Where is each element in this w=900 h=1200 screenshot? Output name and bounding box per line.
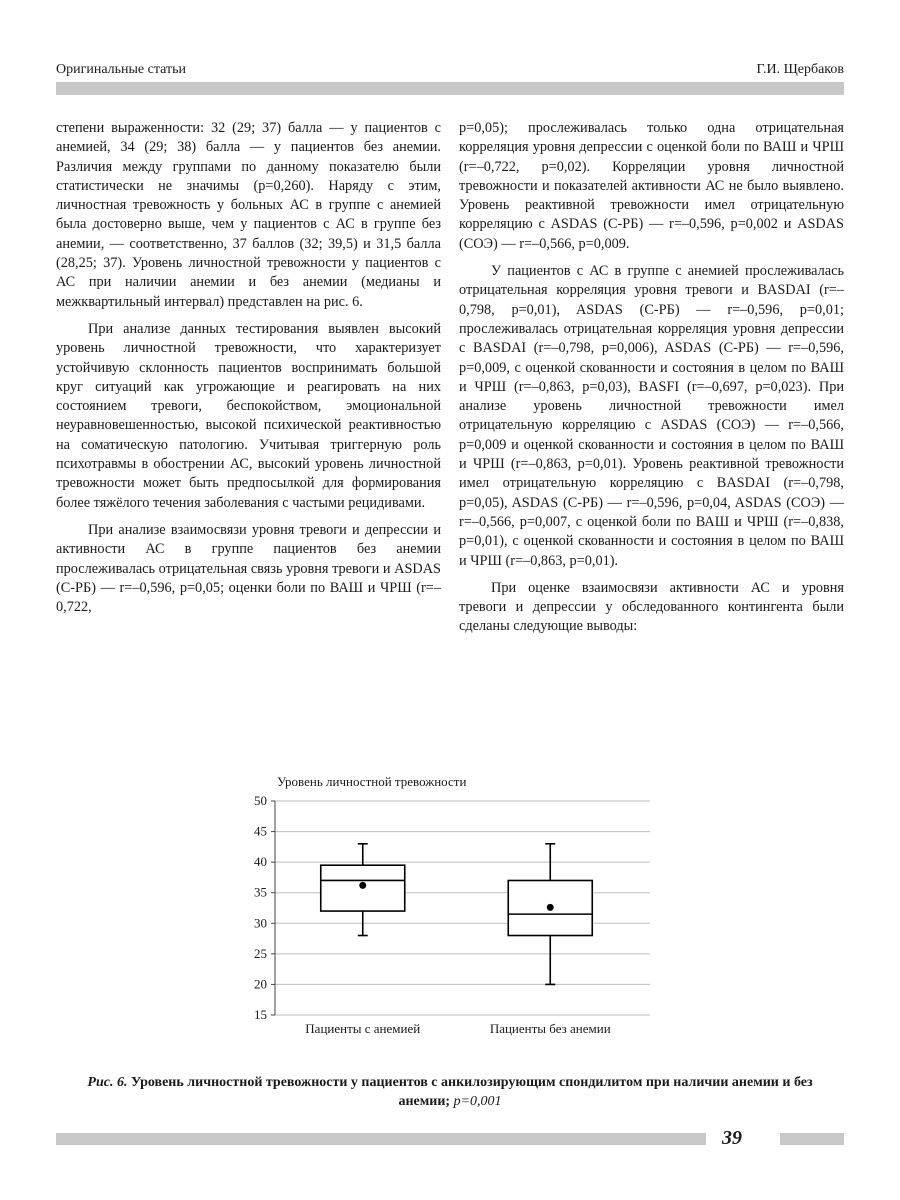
y-tick-label: 30: [254, 915, 267, 931]
y-tick-label: 20: [254, 976, 267, 992]
paragraph: p=0,05); прослеживалась только одна отрицательная корреляция уровня депрессии с оценкой боли по ВАШ и ЧРШ (r=–0,722, p=0,02). Корреляции уровня личностной тревожности и показателей активности АС не было выявлено. Уровень реактивной тревожности имел отрицательную корреляцию с ASDAS (С-РБ) — r=–0,596, p=0,002 и ASDAS (СОЭ) — r=–0,566, p=0,009.: [459, 120, 844, 252]
page-number: 39: [722, 1127, 742, 1149]
header-bar: [56, 82, 844, 95]
x-category-label: Пациенты без анемии: [489, 1021, 611, 1036]
footer-bar-right: [780, 1133, 844, 1145]
text-column-right: [459, 119, 844, 645]
paragraph: степени выраженности: 32 (29; 37) балла — у пациентов с анемией, 34 (29; 38) балла — у пациентов без анемии. Различия между группами по данному показателю были статистически не значимы (p=0,260). Наряду с этим, личностная тревожность у больных АС в группе с анемией была достоверно выше, чем у пациентов с АС в группе без анемии, — соответственно, 37 баллов (32; 39,5) и 31,5 балла (28,25; 37). Уровень личностной тревожности у пациентов с АС при наличии анемии и без анемии (медианы и межквартильный интервал) представлен на рис. 6.: [56, 120, 441, 310]
y-tick-label: 35: [254, 884, 267, 900]
paragraph: При оценке взаимосвязи активности АС и уровня тревоги и депрессии у обследованного контингента были сделаны следующие выводы:: [459, 579, 844, 635]
y-tick-label: 40: [254, 854, 267, 870]
y-tick-label: 15: [254, 1007, 267, 1022]
paragraph: При анализе данных тестирования выявлен высокий уровень личностной тревожности, что характеризует устойчивую склонность пациентов воспринимать большой круг ситуаций как угрожающие и реагировать на них состоянием тревоги, беспокойством, эмоциональной неуравновешенностью, высокой психической реактивностью на соматическую патологию. Учитывая триггерную роль психотравмы в обострении АС, высокий уровень личностной тревожности может быть предпосылкой для формирования более тяжёлого течения заболевания с частыми рецидивами.: [56, 320, 441, 511]
mean-point: [547, 904, 554, 911]
y-tick-label: 50: [254, 793, 267, 808]
y-tick-label: 25: [254, 945, 267, 961]
figure-label: Рис. 6.: [87, 1075, 128, 1090]
caption-pvalue: p=0,001: [453, 1094, 502, 1109]
boxplot-chart: [225, 770, 665, 1040]
footer-bar: [56, 1133, 706, 1145]
text-column-left: [56, 119, 441, 625]
boxplot-svg: [225, 770, 665, 1040]
running-header-author: Г.И. Щербаков: [756, 62, 844, 77]
x-category-label: Пациенты с анемией: [305, 1021, 421, 1036]
mean-point: [359, 882, 366, 889]
paragraph: При анализе взаимосвязи уровня тревоги и депрессии и активности АС в группе пациентов без анемии прослеживалась отрицательная связь уровня тревоги и ASDAS (С-РБ) — r=–0,596, p=0,05; оценки боли по ВАШ и ЧРШ (r=–0,722,: [56, 521, 441, 616]
running-header-section: Оригинальные статьи: [56, 62, 186, 77]
paragraph: У пациентов с АС в группе с анемией прослеживалась отрицательная корреляция уровня тревоги и BASDAI (r=–0,798, p=0,01), ASDAS (С-РБ) — r=–0,596, p=0,01; прослеживалась отрицательная корреляция уровня депрессии с BASDAI (r=–0,798, p=0,006), ASDAS (С-РБ) — r=–0,596, p=0,009, с оценкой скованности и состояния в целом по ВАШ и ЧРШ (r=–0,863, p=0,03), BASFI (r=–0,697, p=0,023). При анализе уровень личностной тревожности имел отрицательную корреляцию с ASDAS (СОЭ) — r=–0,566, p=0,009 и оценкой скованности и состояния в целом по ВАШ и ЧРШ (r=–0,863, p=0,01). Уровень реактивной тревожности имел отрицательную корреляцию с BASDAI (r=–0,798, p=0,05), ASDAS (С-РБ) — r=–0,596, p=0,04, ASDAS (СОЭ) — r=–0,566, p=0,007, с оценкой боли по ВАШ и ЧРШ (r=–0,838, p=0,01), с оценкой скованности и состояния в целом по ВАШ и ЧРШ (r=–0,863, p=0,01).: [459, 263, 844, 569]
caption-text: Уровень личностной тревожности у пациентов с анкилозирующим спондилитом при наличии анемии и без анемии;: [127, 1075, 813, 1109]
y-tick-label: 45: [254, 823, 267, 839]
chart-title: Уровень личностной тревожности: [277, 774, 467, 789]
figure-caption: [60, 1073, 840, 1111]
